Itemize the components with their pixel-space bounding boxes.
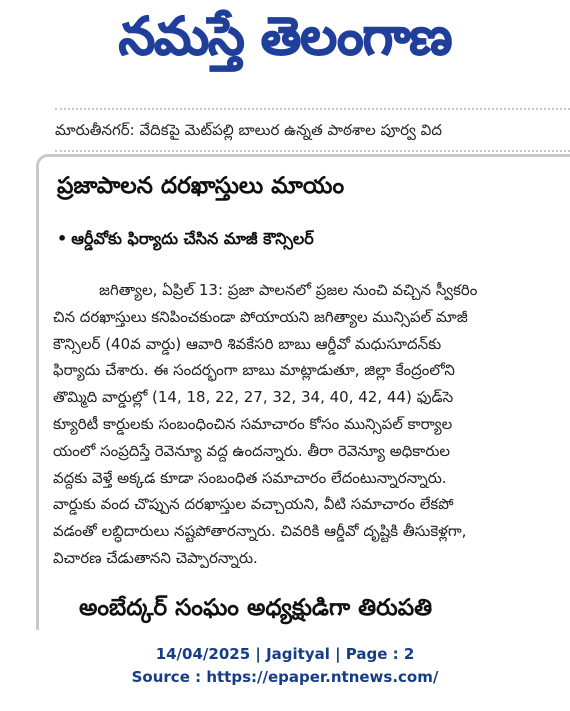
article-subhead: [57, 229, 314, 252]
article-body-line: వద్దకు వెళ్తే అక్కడ కూడా సంబంధిత సమాచారం లేదంటున్నారన్నారు.: [53, 468, 447, 487]
article-body: [53, 277, 539, 572]
article-body-line: విచారణ చేడుతానని చెప్పారన్నారు.: [53, 548, 258, 567]
footer-source: Source : https://epaper.ntnews.com/: [131, 668, 439, 686]
newspaper-logo: నమస్తే తెలంగాణ: [118, 6, 452, 67]
article-body-line: వార్డుకు వంద చొప్పున దరఖాస్తుల వచ్చాయని, వీటి సమాచారం లేకపో: [53, 495, 454, 514]
article-body-line: వడంతో లబ్ధిదారులు నష్టపోతారన్నారు. చివరికి ఆర్డీవో దృష్టికి తీసుకెళ్లగా,: [53, 522, 467, 541]
next-article-headline: అంబేద్కర్ సంఘం అధ్యక్షుడిగా తిరుపతి: [79, 595, 433, 621]
article-body-line: చిన దరఖాస్తులు కనిపించకుండా పోయాయని జగిత్యాల మున్సిపల్ మాజీ: [53, 307, 468, 326]
article-subhead-text: ఆర్డీవోకు ఫిర్యాదు చేసిన మాజీ కౌన్సిలర్: [71, 229, 314, 248]
ticker-strip: [55, 108, 570, 152]
page-footer: [0, 643, 570, 689]
footer-date-edition: 14/04/2025 | Jagityal | Page : 2: [155, 645, 415, 663]
article-body-line: యంలో సంప్రదిస్తే రెవెన్యూ వద్ద ఉందన్నారు. తీరా రెవెన్యూ అధికారుల: [53, 441, 451, 460]
ticker-text: మారుతీనగర్: వేదికపై మెట్‌పల్లి బాలుర ఉన్నత పాఠశాల పూర్వ విద: [55, 121, 442, 139]
article-body-line: ఫిర్యాదు చేశారు. ఈ సందర్భంగా బాబు మాట్లాడుతూ, జిల్లా కేంద్రంలోని: [53, 361, 455, 380]
article-body-line: తొమ్మిది వార్డుల్లో (14, 18, 22, 27, 32, 34, 40, 42, 44) ఫుడ్‌సె: [53, 388, 454, 407]
article-body-line: జగిత్యాల, ఏప్రిల్ 13: ప్రజా పాలనలో ప్రజల నుంచి వచ్చిన స్వీకరిం: [99, 281, 478, 299]
article-body-line: కౌన్సిలర్ (40వ వార్డు) ఆవారి శివకేసరి బాబు ఆర్డీవో మధుసూదన్‌కు: [53, 334, 442, 353]
article-body-line: క్యూరిటీ కార్డులకు సంబంధించిన సమాచారం కోసం మున్సిపల్ కార్యాల: [53, 414, 453, 433]
masthead: [0, 0, 570, 86]
article-clipping: [36, 154, 570, 630]
article-headline: ప్రజాపాలన దరఖాస్తులు మాయం: [57, 173, 345, 199]
bullet-icon: •: [57, 229, 68, 248]
